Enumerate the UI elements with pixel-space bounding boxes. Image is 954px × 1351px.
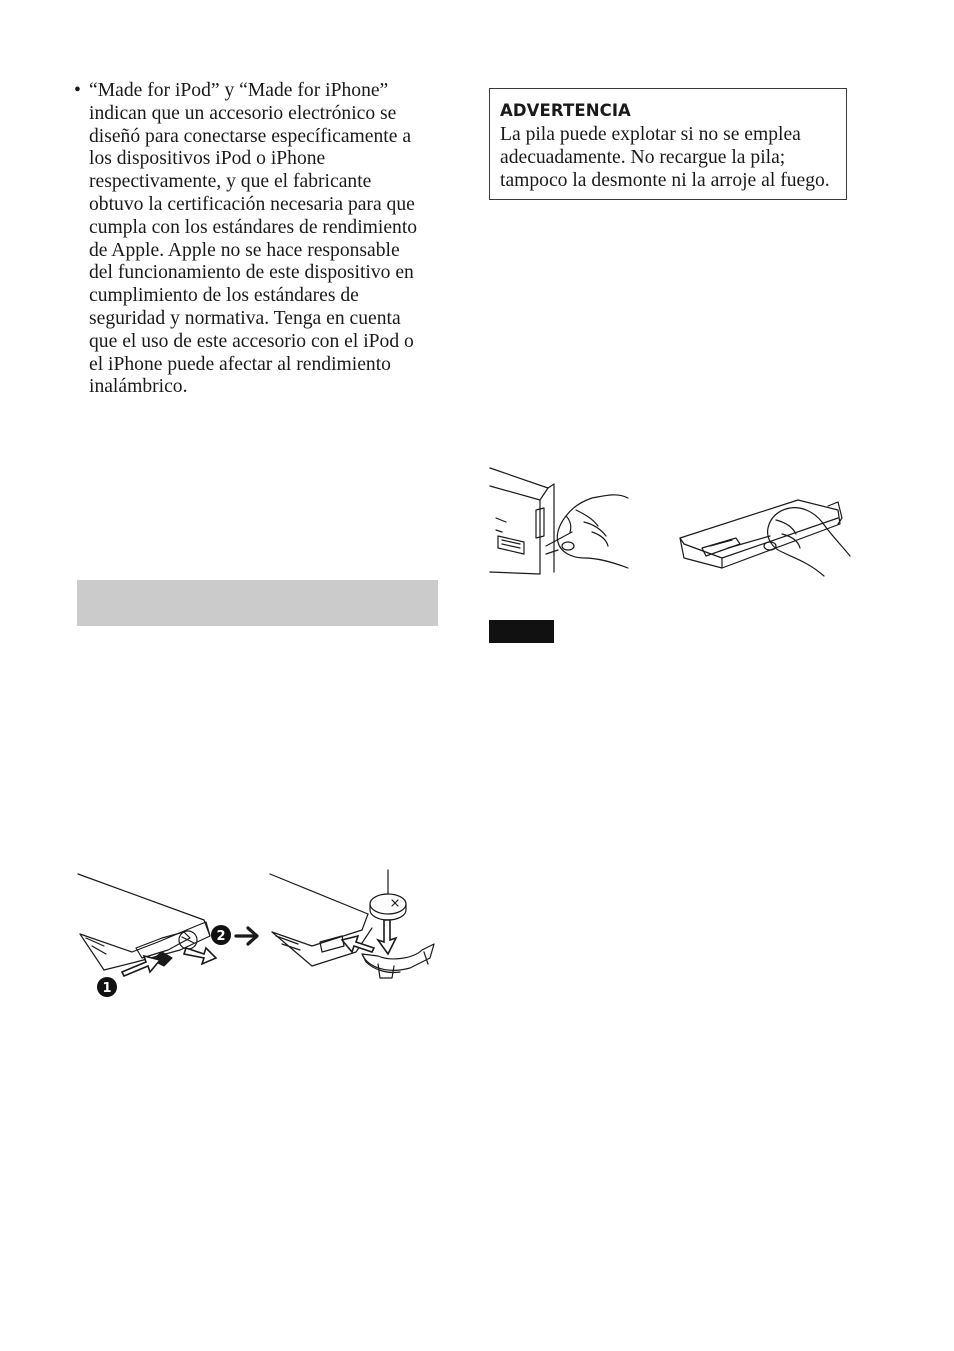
apple-notice-line: que el uso de este accesorio con el iPod o xyxy=(89,330,414,352)
battery-drawing xyxy=(370,870,406,920)
bullet-marker: • xyxy=(74,80,81,101)
warning-line: La pila puede explotar si no se emplea xyxy=(500,124,801,145)
battery-replacement-illustration xyxy=(76,866,442,998)
apple-notice-line: “Made for iPod” y “Made for iPhone” xyxy=(89,80,389,101)
apple-notice-line: indican que un accesorio electrónico se xyxy=(89,102,397,124)
push-arrow xyxy=(122,956,160,976)
apple-notice-line: cumplimiento de los estándares de xyxy=(89,285,359,307)
apple-notice-line: respectivamente, y que el fabricante xyxy=(89,171,372,193)
insert-down-arrow xyxy=(378,920,396,954)
apple-notice-line: los dispositivos iPod o iPhone xyxy=(89,148,326,170)
front-panel-drawing xyxy=(680,500,842,568)
apple-notice-line: el iPhone puede afectar al rendimiento xyxy=(89,353,391,375)
apple-notice-line: diseñó para conectarse específicamente a xyxy=(89,125,412,147)
apple-notice-bullet xyxy=(74,80,446,399)
apple-notice-text xyxy=(89,80,446,399)
apple-notice-line: del funcionamiento de este dispositivo en xyxy=(89,262,414,284)
hand-with-swab-drawing-2 xyxy=(728,508,850,576)
apple-notice-line: inalámbrico. xyxy=(89,376,188,398)
warning-line: adecuadamente. No recargue la pila; xyxy=(500,146,786,168)
apple-notice-line: obtuvo la certificación necesaria para que xyxy=(89,193,415,215)
section-heading-bar xyxy=(77,580,438,626)
apple-notice-line: cumpla con los estándares de rendimiento xyxy=(89,216,418,238)
step-2-label: 2 xyxy=(216,929,226,944)
note-label-block xyxy=(489,620,554,643)
connector-cleaning-illustration xyxy=(488,462,854,584)
apple-notice-line: de Apple. Apple no se hace responsable xyxy=(89,239,400,261)
unit-chassis-drawing xyxy=(490,468,554,574)
remote-control-drawing-2 xyxy=(270,874,372,966)
hand-with-swab-drawing-1 xyxy=(546,495,628,568)
step-1-label: 1 xyxy=(102,981,112,996)
warning-text xyxy=(500,124,830,192)
warning-title: ADVERTENCIA xyxy=(500,101,631,120)
pull-arrow xyxy=(184,948,216,964)
warning-line: tampoco la desmonte ni la arroje al fuego. xyxy=(500,169,830,191)
apple-notice-line: seguridad y normativa. Tenga en cuenta xyxy=(89,307,401,329)
step-transition-arrow-icon xyxy=(236,928,257,944)
